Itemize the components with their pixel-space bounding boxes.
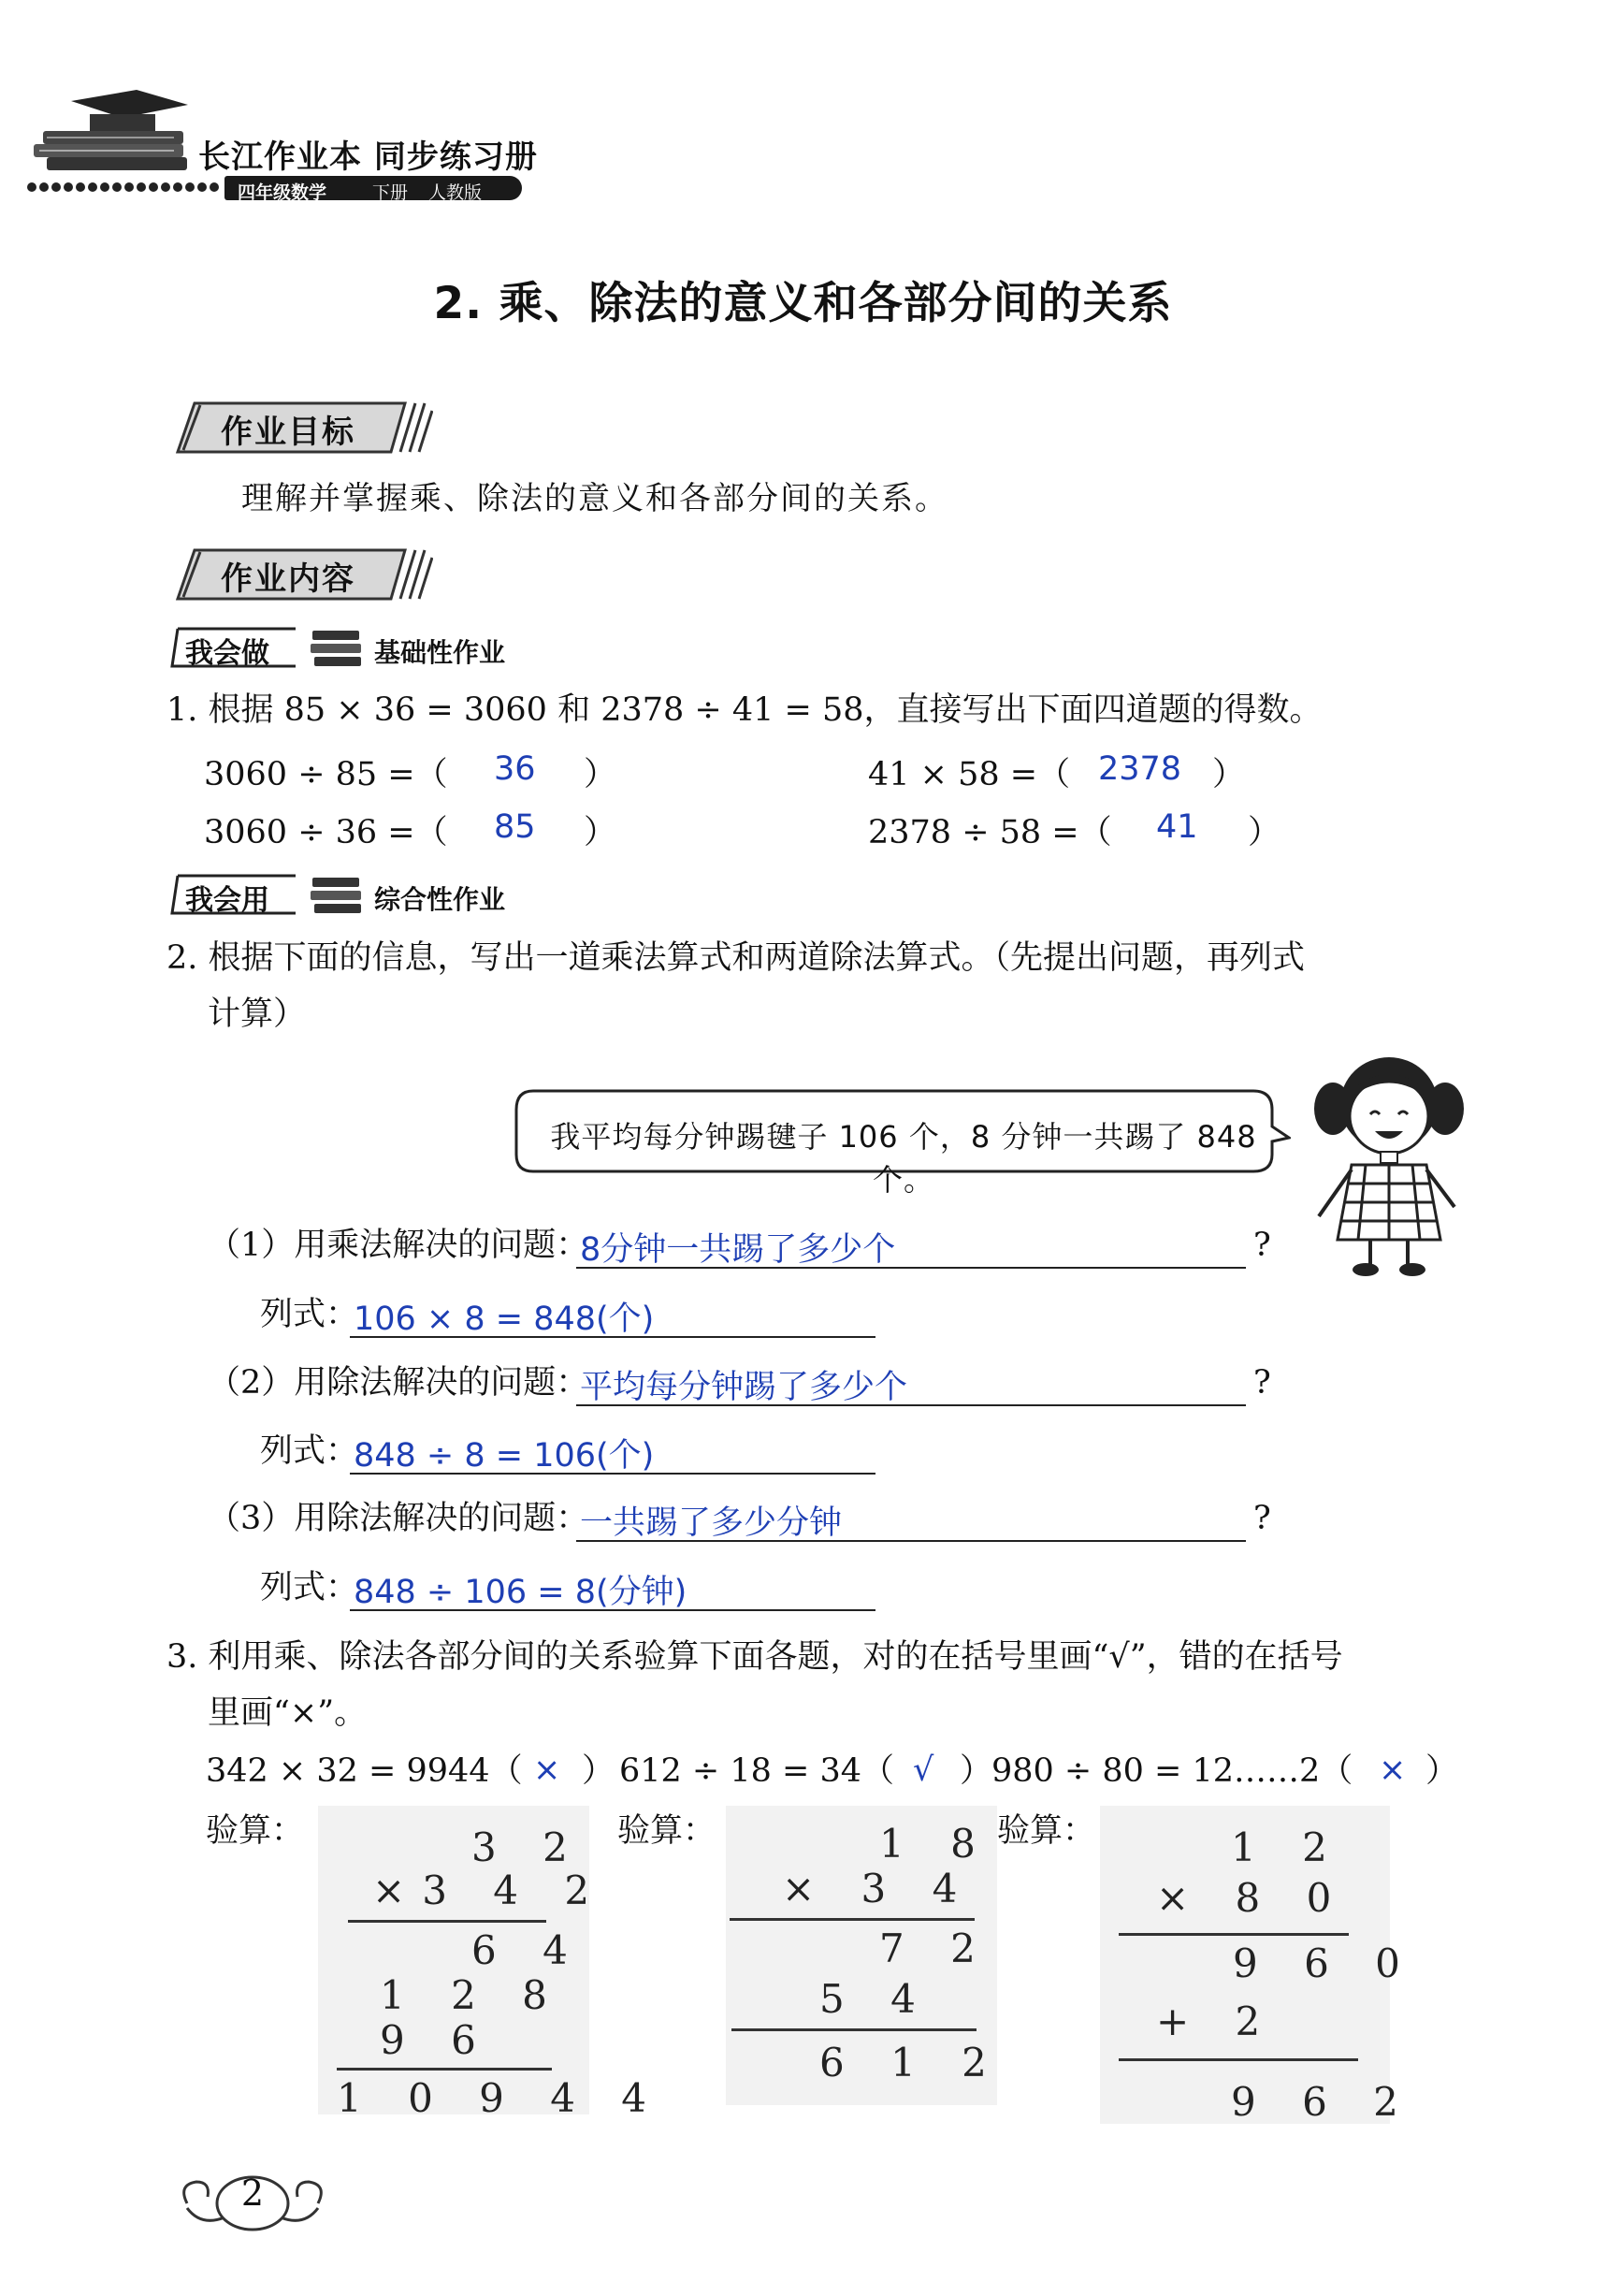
q2-prompt-line1: 2. 根据下面的信息，写出一道乘法算式和两道除法算式。（先提出问题，再列式 [166, 939, 1306, 977]
q3-close-1: ） [582, 1752, 615, 1790]
q3-prompt-line1: 3. 利用乘、除法各部分间的关系验算下面各题，对的在括号里画“√”，错的在括号 [166, 1638, 1343, 1676]
q2-part2-formula-label: 列式： [260, 1432, 359, 1470]
q2-part2-label: （2）用除法解决的问题： [208, 1364, 589, 1402]
goal-text: 理解并掌握乘、除法的意义和各部分间的关系。 [241, 480, 948, 517]
calc3-rule-1 [1119, 1933, 1349, 1936]
q2-part3-formula: 848 ÷ 106 = 8(分钟) [354, 1574, 687, 1611]
q2-part2-formula-line [350, 1473, 875, 1475]
q2-part1-formula-label: 列式： [260, 1296, 359, 1333]
q1-answer-3: 85 [494, 808, 536, 846]
calc2-row1: 1 8 [879, 1821, 992, 1867]
calc3-rule-2 [1119, 2058, 1358, 2061]
q3-mark-2: √ [913, 1751, 934, 1789]
q1-item-3: 3060 ÷ 36 =（ [204, 814, 448, 851]
q3-close-3: ） [1425, 1752, 1459, 1790]
q2-part2-question-line [576, 1404, 1246, 1406]
q3-mark-1: × [533, 1751, 561, 1789]
basic-kind: 基础性作业 [374, 637, 506, 668]
q2-part3-qmark: ? [1253, 1500, 1271, 1537]
page-title: 2. 乘、除法的意义和各部分间的关系 [433, 278, 1173, 329]
calc1-row4: 1 2 8 [380, 1972, 564, 2018]
q2-part3-question-line [576, 1540, 1246, 1542]
calc2-row5: 6 1 2 [819, 2040, 1004, 2085]
calc2-rule-2 [731, 2028, 977, 2031]
q3-problem-1: 342 × 32 = 9944（ [206, 1752, 523, 1790]
header-dots-decoration [26, 181, 227, 194]
q2-part3-question: 一共踢了多少分钟 [580, 1504, 843, 1542]
q1-close-1: ） [584, 756, 617, 793]
q1-close-2: ） [1212, 756, 1246, 793]
q2-part3-formula-line [350, 1609, 875, 1611]
calc3-row5: 9 6 2 [1231, 2079, 1415, 2125]
books-stack-logo-icon [34, 90, 188, 189]
check-label-2: 验算： [617, 1812, 716, 1850]
check-label-1: 验算： [206, 1812, 305, 1850]
q2-part3-label: （3）用除法解决的问题： [208, 1500, 589, 1537]
q3-mark-3: × [1379, 1751, 1407, 1789]
goal-label: 作业目标 [221, 414, 355, 451]
calc1-rule-2 [337, 2068, 552, 2071]
q2-part1-formula: 106 × 8 = 848(个) [354, 1301, 655, 1338]
calc3-row1: 1 2 [1231, 1824, 1344, 1870]
q2-prompt-line2: 计算） [208, 995, 307, 1033]
q2-part2-question: 平均每分钟踢了多少个 [580, 1369, 908, 1406]
basic-tag: 我会做 [185, 637, 269, 670]
edition-label: 人教版 [428, 182, 483, 203]
check-label-3: 验算： [997, 1812, 1096, 1850]
q1-item-1: 3060 ÷ 85 =（ [204, 756, 448, 793]
q1-answer-4: 41 [1156, 808, 1198, 846]
calc1-row2: ×3 4 2 [372, 1867, 607, 1913]
volume-label: 下册 [372, 182, 409, 203]
applied-tag: 我会用 [185, 884, 269, 917]
calc1-rule-1 [348, 1920, 546, 1923]
grade-label: 四年级数学 [238, 182, 327, 203]
series-title: 长江作业本 同步练习册 [198, 138, 538, 176]
q2-part2-formula: 848 ÷ 8 = 106(个) [354, 1437, 655, 1475]
calc2-row4: 5 4 [819, 1976, 933, 2022]
q3-prompt-line2: 里画“×”。 [208, 1694, 368, 1732]
q2-part1-qmark: ? [1253, 1227, 1271, 1264]
calc3-row4: + 2 [1156, 1998, 1278, 2044]
content-label: 作业内容 [221, 560, 355, 598]
calc3-row3: 9 6 0 [1233, 1940, 1417, 1986]
books-icon [309, 872, 365, 919]
q2-part1-question-line [576, 1267, 1246, 1269]
q2-part1-question: 8分钟一共踢了多少个 [580, 1231, 896, 1269]
q3-problem-3: 980 ÷ 80 = 12……2（ [991, 1752, 1353, 1790]
books-icon [309, 625, 365, 672]
q2-part3-formula-label: 列式： [260, 1569, 359, 1606]
calc2-row3: 7 2 [879, 1925, 992, 1971]
girl-illustration-icon [1300, 1053, 1478, 1282]
page-number: 2 [240, 2172, 265, 2214]
applied-kind: 综合性作业 [374, 884, 506, 915]
calc2-rule-1 [730, 1918, 975, 1921]
q1-close-4: ） [1248, 814, 1281, 851]
calc1-row5: 9 6 [380, 2017, 493, 2063]
q3-problem-2: 612 ÷ 18 = 34（ [619, 1752, 895, 1790]
calc2-row2: × 3 4 [782, 1866, 975, 1911]
q1-answer-1: 36 [494, 750, 536, 788]
q1-close-3: ） [584, 814, 617, 851]
q1-item-4: 2378 ÷ 58 =（ [868, 814, 1112, 851]
q1-item-2: 41 × 58 =（ [868, 756, 1071, 793]
speech-text: 我平均每分钟踢毽子 106 个，8 分钟一共踢了 848 个。 [550, 1119, 1257, 1198]
calc1-row6: 1 0 9 4 4 [337, 2075, 664, 2121]
q3-close-2: ） [960, 1752, 993, 1790]
q1-answer-2: 2378 [1098, 750, 1182, 788]
calc1-row3: 6 4 [471, 1927, 585, 1973]
q2-part1-label: （1）用乘法解决的问题： [208, 1227, 589, 1264]
q2-part2-qmark: ? [1253, 1364, 1271, 1402]
calc1-row1: 3 2 [471, 1824, 585, 1870]
q2-part1-formula-line [350, 1336, 875, 1338]
q1-prompt: 1. 根据 85 × 36 = 3060 和 2378 ÷ 41 = 58，直接写出下面四道题的得数。 [166, 691, 1323, 729]
calc3-row2: × 8 0 [1156, 1875, 1349, 1921]
